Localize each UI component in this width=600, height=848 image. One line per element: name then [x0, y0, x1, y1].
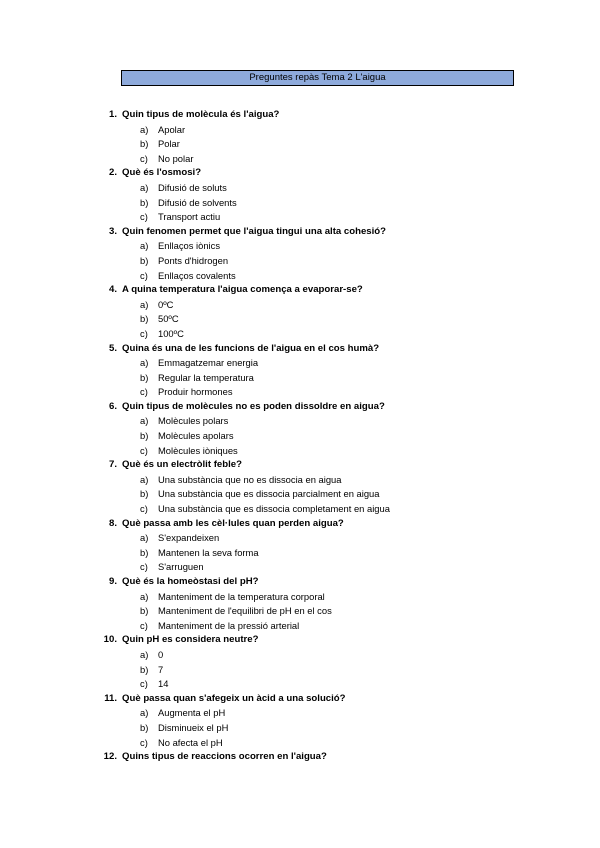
option-letter: a) [140, 648, 149, 660]
option-text: Enllaços iònics [158, 240, 221, 252]
option-text: Difusió de solvents [158, 196, 237, 208]
answer-option [0, 385, 600, 400]
question-number: 12. [103, 751, 117, 763]
question-text: Quins tipus de reaccions ocorren en l'aigua? [122, 751, 327, 763]
option-letter: b) [140, 663, 149, 675]
question-text: Què és un electròlit feble? [122, 459, 242, 471]
answer-option [0, 123, 600, 138]
answer-option [0, 196, 600, 211]
option-letter: c) [140, 327, 148, 339]
question-text: Quina és una de les funcions de l'aigua en el cos humà? [122, 342, 380, 354]
option-letter: b) [140, 721, 149, 733]
option-text: Una substància que no es dissocia en aigua [158, 473, 342, 485]
option-letter: a) [140, 357, 149, 369]
question-number: 5. [108, 342, 117, 354]
answer-option [0, 663, 600, 678]
question [0, 458, 600, 473]
answer-option [0, 312, 600, 327]
question-number: 2. [108, 167, 117, 179]
question [0, 517, 600, 532]
option-text: Emmagatzemar energia [158, 357, 259, 369]
option-letter: b) [140, 488, 149, 500]
answer-option [0, 604, 600, 619]
answer-option [0, 487, 600, 502]
question-text: A quina temperatura l'aigua comença a evaporar-se? [122, 284, 363, 296]
option-text: S'expandeixen [158, 532, 220, 544]
answer-option [0, 619, 600, 634]
question-number: 3. [108, 225, 117, 237]
option-letter: b) [140, 430, 149, 442]
question [0, 633, 600, 648]
option-letter: c) [140, 386, 148, 398]
question [0, 400, 600, 415]
answer-option [0, 254, 600, 269]
option-text: 14 [158, 678, 169, 690]
option-letter: a) [140, 415, 149, 427]
option-letter: a) [140, 298, 149, 310]
option-letter: b) [140, 196, 149, 208]
option-letter: a) [140, 590, 149, 602]
question [0, 166, 600, 181]
option-text: Polar [158, 138, 180, 150]
answer-option [0, 356, 600, 371]
question-text: Quin pH es considera neutre? [122, 634, 259, 646]
answer-option [0, 444, 600, 459]
answer-option [0, 298, 600, 313]
answer-option [0, 371, 600, 386]
option-letter: c) [140, 678, 148, 690]
question-text: Quin tipus de molècules no es poden dissoldre en aigua? [122, 400, 385, 412]
option-text: No afecta el pH [158, 736, 223, 748]
option-text: Manteniment de la pressió arterial [158, 619, 300, 631]
question-number: 4. [108, 284, 117, 296]
option-text: Ponts d'hidrogen [158, 254, 229, 266]
option-letter: b) [140, 138, 149, 150]
option-text: Una substància que es dissocia completament en aigua [158, 503, 390, 515]
answer-option [0, 473, 600, 488]
question-number: 6. [108, 400, 117, 412]
option-letter: b) [140, 605, 149, 617]
option-letter: c) [140, 561, 148, 573]
question-text: Quin tipus de molècula és l'aigua? [122, 109, 280, 120]
option-letter: a) [140, 473, 149, 485]
answer-option [0, 560, 600, 575]
question-text: Què passa amb les cèl·lules quan perden aigua? [122, 517, 344, 529]
answer-option [0, 429, 600, 444]
option-text: Enllaços covalents [158, 269, 236, 281]
option-letter: c) [140, 269, 148, 281]
question-text: Quin fenomen permet que l'aigua tingui una alta cohesió? [122, 225, 387, 237]
option-letter: c) [140, 619, 148, 631]
option-letter: c) [140, 736, 148, 748]
option-text: Una substància que es dissocia parcialment en aigua [158, 488, 380, 500]
question [0, 342, 600, 357]
question [0, 225, 600, 240]
question-text: Què és l'osmosi? [122, 167, 202, 179]
option-text: Manteniment de l'equilibri de pH en el cos [158, 605, 332, 617]
answer-option [0, 721, 600, 736]
question [0, 750, 600, 765]
option-text: Molècules iòniques [158, 444, 238, 456]
option-letter: a) [140, 532, 149, 544]
answer-option [0, 181, 600, 196]
option-letter: a) [140, 123, 149, 135]
answer-option [0, 414, 600, 429]
question-number: 1. [108, 109, 117, 120]
question-number: 11. [104, 692, 117, 704]
page-title: Preguntes repàs Tema 2 L'aigua [121, 70, 514, 86]
option-text: Molècules apolars [158, 430, 234, 442]
answer-option [0, 137, 600, 152]
question-number: 7. [108, 459, 117, 471]
question [0, 575, 600, 590]
option-text: 50ºC [158, 313, 179, 325]
option-text: 0ºC [158, 298, 174, 310]
question-number: 10. [103, 634, 117, 646]
option-letter: a) [140, 240, 149, 252]
option-letter: b) [140, 546, 149, 558]
answer-option [0, 152, 600, 167]
option-letter: b) [140, 371, 149, 383]
option-text: 7 [158, 663, 164, 675]
option-text: S'arruguen [158, 561, 204, 573]
question [0, 108, 600, 123]
answer-option [0, 531, 600, 546]
question [0, 692, 600, 707]
option-text: 100ºC [158, 327, 184, 339]
option-letter: b) [140, 254, 149, 266]
question-number: 8. [108, 517, 117, 529]
option-letter: b) [140, 313, 149, 325]
question-text: Què passa quan s'afegeix un àcid a una solució? [122, 692, 346, 704]
option-text: Apolar [158, 123, 186, 135]
answer-option [0, 239, 600, 254]
answer-option [0, 327, 600, 342]
question-list [0, 108, 600, 765]
answer-option [0, 736, 600, 751]
option-letter: a) [140, 707, 149, 719]
option-letter: c) [140, 152, 148, 164]
answer-option [0, 590, 600, 605]
option-text: Augmenta el pH [158, 707, 226, 719]
option-text: No polar [158, 152, 194, 164]
answer-option [0, 269, 600, 284]
question-text: Què és la homeòstasi del pH? [122, 576, 259, 587]
option-letter: c) [140, 444, 148, 456]
option-text: 0 [158, 648, 164, 660]
option-text: Mantenen la seva forma [158, 546, 259, 558]
answer-option [0, 546, 600, 561]
answer-option [0, 210, 600, 225]
option-letter: c) [140, 503, 148, 515]
option-text: Produir hormones [158, 386, 233, 398]
answer-option [0, 706, 600, 721]
option-text: Manteniment de la temperatura corporal [158, 590, 325, 602]
answer-option [0, 677, 600, 692]
option-text: Difusió de soluts [158, 181, 227, 193]
option-text: Regular la temperatura [158, 371, 254, 383]
answer-option [0, 502, 600, 517]
option-text: Transport actiu [158, 211, 221, 223]
question-number: 9. [108, 576, 117, 587]
option-text: Molècules polars [158, 415, 229, 427]
answer-option [0, 648, 600, 663]
question [0, 283, 600, 298]
option-letter: a) [140, 181, 149, 193]
option-letter: c) [140, 211, 148, 223]
option-text: Disminueix el pH [158, 721, 229, 733]
